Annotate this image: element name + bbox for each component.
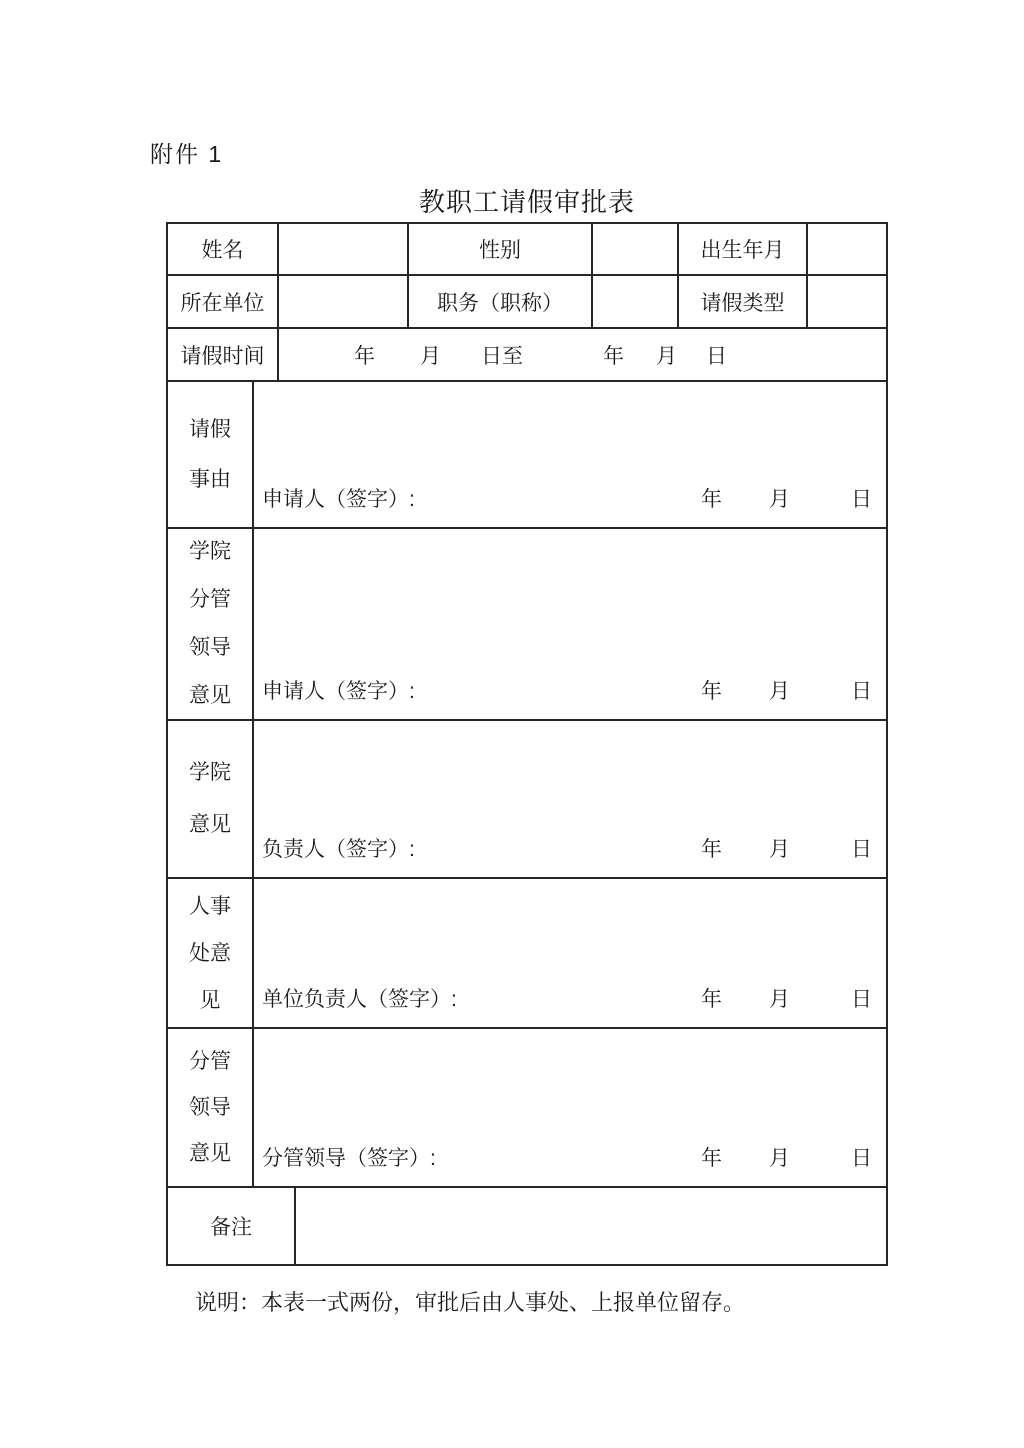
day-unit: 日 <box>706 344 727 368</box>
year-unit: 年 <box>701 988 722 1011</box>
section-hr-opinion <box>168 879 886 1029</box>
year-unit: 年 <box>701 838 722 861</box>
supervising-leader-signature-label: 分管领导（签字）: <box>262 1147 436 1170</box>
gender-input-cell[interactable] <box>593 224 679 274</box>
leave-type-input-cell[interactable] <box>808 276 886 327</box>
section-college-opinion <box>168 721 886 879</box>
signature-date <box>701 1142 872 1172</box>
signature-row <box>254 483 886 527</box>
month-unit: 月 <box>769 680 790 703</box>
remark-input-area[interactable] <box>296 1188 886 1264</box>
college-opinion-input-area[interactable] <box>254 721 886 877</box>
college-leader-opinion-input-area[interactable] <box>254 529 886 719</box>
leave-time-label: 请假时间 <box>168 329 279 380</box>
leave-reason-label: 请假 事由 <box>168 382 254 527</box>
year-unit: 年 <box>701 680 722 703</box>
section-college-leader-opinion <box>168 529 886 721</box>
section-leave-reason <box>168 382 886 529</box>
signature-date <box>701 983 872 1013</box>
name-input-cell[interactable] <box>279 224 409 274</box>
month-unit: 月 <box>656 344 677 368</box>
month-unit: 月 <box>769 488 790 511</box>
year-unit: 年 <box>603 344 624 368</box>
responsible-person-signature-label: 负责人（签字）: <box>262 838 415 861</box>
position-label: 职务（职称） <box>409 276 593 327</box>
month-unit: 月 <box>769 838 790 861</box>
college-leader-opinion-label: 学院 分管 领导 意见 <box>168 529 254 719</box>
unit-label: 所在单位 <box>168 276 279 327</box>
signature-row <box>254 675 886 719</box>
college-opinion-label: 学院 意见 <box>168 721 254 877</box>
supervising-leader-opinion-label: 分管 领导 意见 <box>168 1029 254 1186</box>
name-label: 姓名 <box>168 224 279 274</box>
day-unit: 日 <box>851 1147 872 1170</box>
form-title: 教职工请假审批表 <box>418 187 635 217</box>
row-remark <box>168 1188 886 1264</box>
signature-row <box>254 1142 886 1186</box>
supervising-leader-opinion-input-area[interactable] <box>254 1029 886 1186</box>
birth-date-label: 出生年月 <box>679 224 808 274</box>
month-unit: 月 <box>420 344 441 368</box>
unit-input-cell[interactable] <box>279 276 409 327</box>
signature-row <box>254 983 886 1027</box>
month-unit: 月 <box>769 1147 790 1170</box>
year-unit: 年 <box>701 1147 722 1170</box>
signature-row <box>254 833 886 877</box>
signature-date <box>701 675 872 705</box>
leave-time-input-cell[interactable] <box>279 329 886 380</box>
attachment-label: 附件 1 <box>150 141 224 167</box>
gender-label: 性别 <box>409 224 593 274</box>
signature-date <box>701 483 872 513</box>
applicant-signature-label: 申请人（签字）: <box>262 488 415 511</box>
leave-reason-input-area[interactable] <box>254 382 886 527</box>
hr-opinion-input-area[interactable] <box>254 879 886 1027</box>
position-input-cell[interactable] <box>593 276 679 327</box>
day-to-unit: 日至 <box>481 344 523 368</box>
section-supervising-leader-opinion <box>168 1029 886 1188</box>
footer-note: 说明：本表一式两份，审批后由人事处、上报单位留存。 <box>195 1290 746 1315</box>
applicant-signature-label: 申请人（签字）: <box>262 680 415 703</box>
leave-approval-table <box>166 222 888 1266</box>
day-unit: 日 <box>851 488 872 511</box>
birth-date-input-cell[interactable] <box>808 224 886 274</box>
remark-label: 备注 <box>168 1188 296 1264</box>
month-unit: 月 <box>769 988 790 1011</box>
year-unit: 年 <box>701 488 722 511</box>
hr-opinion-label: 人事 处意 见 <box>168 879 254 1027</box>
unit-head-signature-label: 单位负责人（签字）: <box>262 988 457 1011</box>
day-unit: 日 <box>851 838 872 861</box>
row-name-gender-birth <box>168 224 886 276</box>
day-unit: 日 <box>851 680 872 703</box>
signature-date <box>701 833 872 863</box>
leave-type-label: 请假类型 <box>679 276 808 327</box>
day-unit: 日 <box>851 988 872 1011</box>
row-leave-time <box>168 329 886 382</box>
year-unit: 年 <box>354 344 375 368</box>
row-unit-position-type <box>168 276 886 329</box>
